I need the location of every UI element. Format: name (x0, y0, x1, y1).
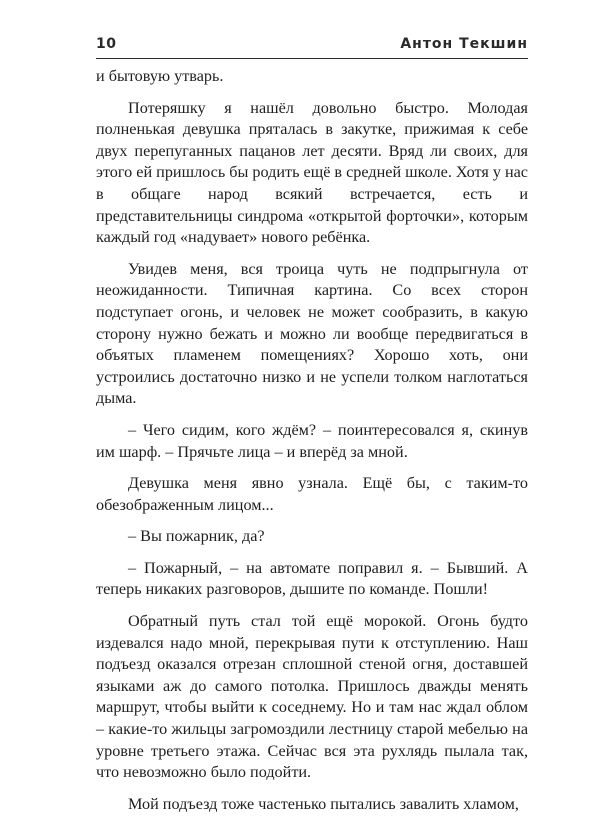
paragraph: Потеряшку я нашёл довольно быстро. Молодая полненькая девушка пряталась в закутке, прижимая к себе двух перепуганных пацанов лет десяти. Вряд ли своих, для этого ей пришлось бы родить ещё в средней школе. Хотя у нас в общаге народ всякий встречается, есть и представительницы синдрома «открытой форточки», которым каждый год «надувает» нового ребёнка. (96, 98, 528, 247)
header-rule (96, 58, 528, 59)
paragraph-continuation: и бытовую утварь. (96, 67, 224, 85)
running-header (96, 36, 528, 58)
body-text (96, 66, 528, 815)
dialogue-line: – Пожарный, – на автомате поправил я. – Бывший. А теперь никаких разговоров, дышите по команде. Пошли! (96, 558, 528, 599)
paragraph: Увидев меня, вся троица чуть не подпрыгнула от неожиданности. Типичная картина. Со всех сторон подступает огонь, и человек не может сообразить, в какую сторону нужно бежать и можно ли вообще передвигаться в объятых пламенем помещениях? Хорошо хоть, они устроились достаточно низко и не успели толком наглотаться дыма. (96, 259, 528, 408)
page-number: 10 (96, 36, 117, 52)
dialogue-line: – Вы пожарник, да? (128, 527, 265, 546)
dialogue-line: – Чего сидим, кого ждём? – поинтересовался я, скинув им шарф. – Прячьте лица – и вперёд за мной. (96, 420, 528, 461)
book-page (96, 36, 528, 825)
author-name: Антон Текшин (400, 36, 528, 52)
paragraph: Мой подъезд тоже частенько пытались завалить хламом, (128, 794, 519, 813)
paragraph: Обратный путь стал той ещё морокой. Огонь будто издевался надо мной, перекрывая пути к отступлению. Наш подъезд оказался отрезан сплошной стеной огня, доставшей языками аж до самого потолка. Пришлось дважды менять маршрут, чтобы выйти к соседнему. Но и там нас ждал облом – какие-то жильцы загромоздили лестницу старой мебелью на уровне третьего этажа. Сейчас вся эта рухлядь пылала так, что невозможно было подойти. (96, 612, 528, 782)
paragraph: Девушка меня явно узнала. Ещё бы, с таким-то обезображенным лицом... (96, 474, 528, 514)
